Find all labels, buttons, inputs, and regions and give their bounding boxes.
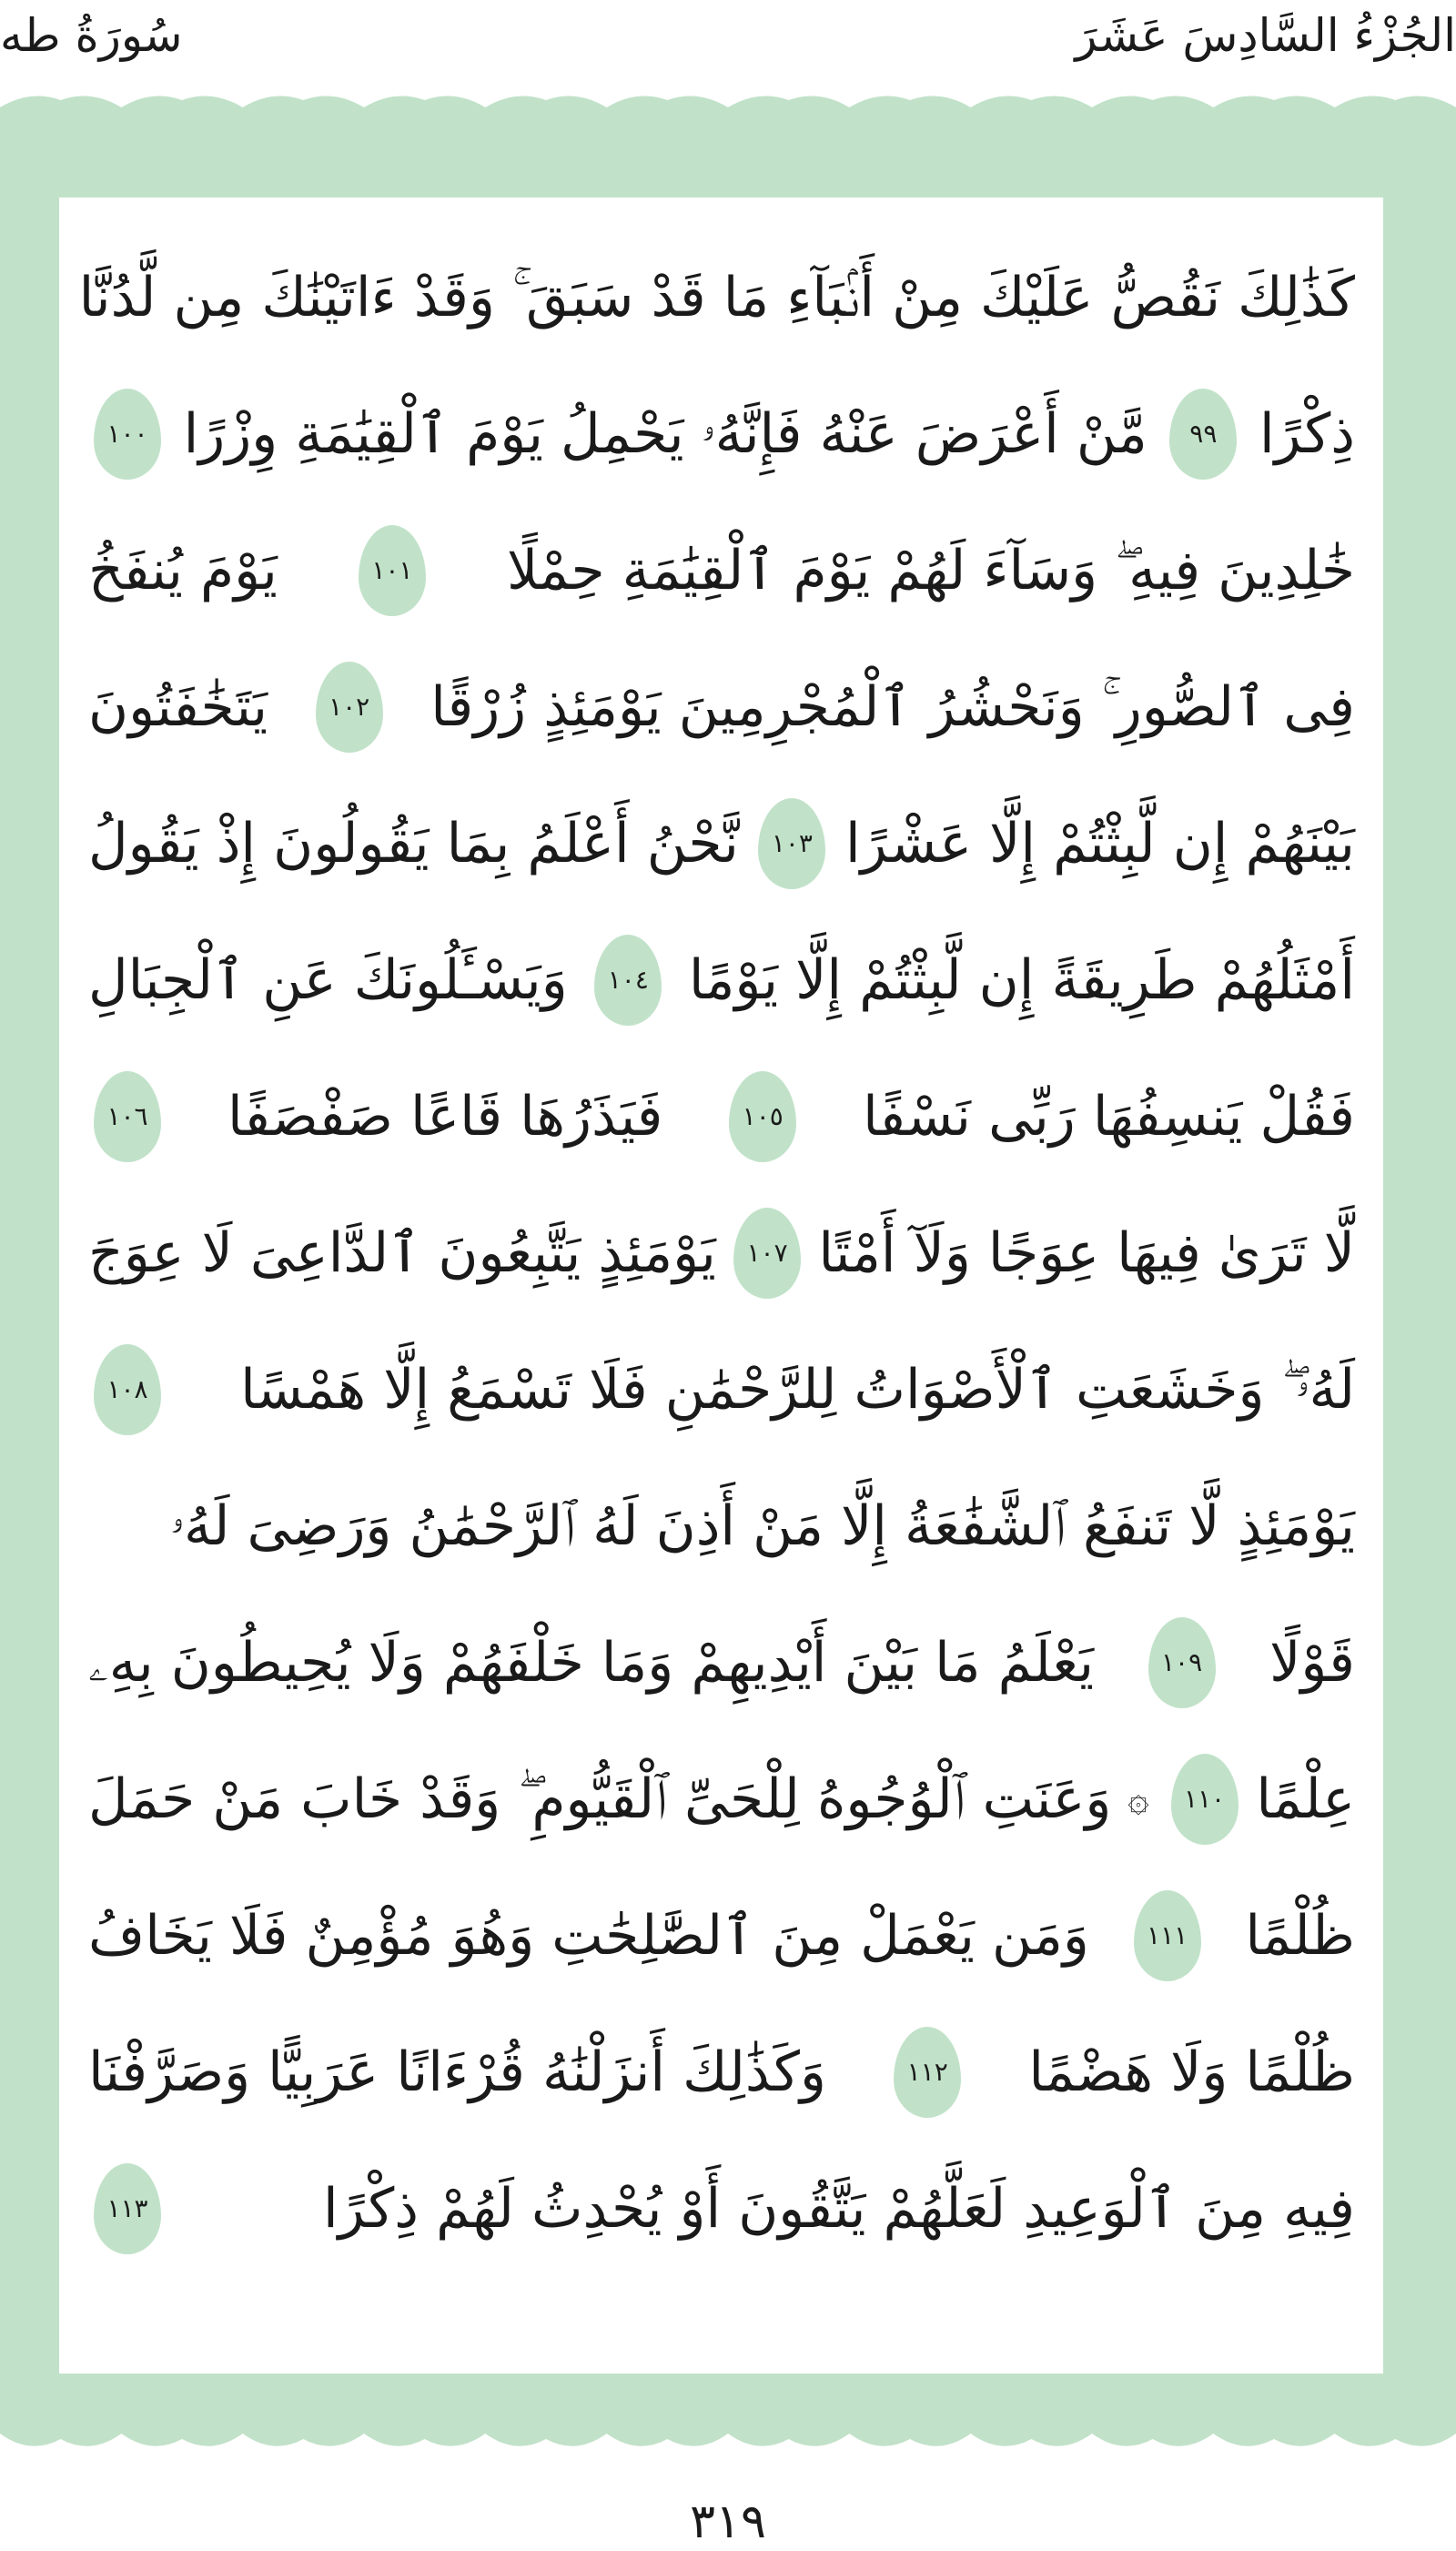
text-line xyxy=(88,1594,1355,1731)
verse-number-marker: ١٠٠ xyxy=(94,389,161,480)
verse-number-marker: ١٠٦ xyxy=(94,1071,161,1162)
verse-number-marker: ١١٢ xyxy=(894,2027,961,2118)
hizb-star-icon: ۞ xyxy=(1127,1778,1149,1820)
surah-name: سُورَةُ طه xyxy=(0,9,183,62)
text-line xyxy=(88,2141,1355,2277)
text-line xyxy=(88,1868,1355,2004)
text-line xyxy=(88,502,1355,639)
verse-text: وَعَنَتِ ٱلْوُجُوهُ لِلْحَىِّ ٱلْقَيُّومِ ۖ وَقَدْ خَابَ مَنْ حَمَلَ xyxy=(88,1767,1112,1831)
verse-text: يَوْمَئِذٍ لَّا تَنفَعُ ٱلشَّفَٰعَةُ إِلَّا مَنْ أَذِنَ لَهُ ٱلرَّحْمَٰنُ وَرَضِىَ لَهُۥ xyxy=(169,1494,1355,1558)
scalloped-border-bottom xyxy=(0,2412,1456,2459)
verse-number-marker: ١٠٤ xyxy=(594,935,662,1026)
verse-text: بَيْنَهُمْ إِن لَّبِثْتُمْ إِلَّا عَشْرًا xyxy=(844,812,1355,876)
text-line xyxy=(88,366,1355,502)
text-panel xyxy=(59,197,1383,2374)
verse-number-marker: ١٠٢ xyxy=(316,662,383,753)
text-line xyxy=(88,1048,1355,1185)
verse-text: ذِكْرًا xyxy=(1259,402,1355,466)
text-line xyxy=(88,1321,1355,1458)
verse-text: فَقُلْ يَنسِفُهَا رَبِّى نَسْفًا xyxy=(863,1085,1355,1149)
verse-number-marker: ١٠٨ xyxy=(94,1344,161,1435)
verse-number-marker: ١١٣ xyxy=(94,2163,161,2254)
verse-text: نَّحْنُ أَعْلَمُ بِمَا يَقُولُونَ إِذْ يَقُولُ xyxy=(88,812,739,876)
text-line xyxy=(88,1731,1355,1868)
page-header xyxy=(0,0,1456,91)
verse-text: فِيهِ مِنَ ٱلْوَعِيدِ لَعَلَّهُمْ يَتَّقُونَ أَوْ يُحْدِثُ لَهُمْ ذِكْرًا xyxy=(322,2177,1355,2241)
verse-text: يَوْمَئِذٍ يَتَّبِعُونَ ٱلدَّاعِىَ لَا عِوَجَ xyxy=(88,1221,716,1285)
text-line xyxy=(88,1458,1355,1594)
verse-text: كَذَٰلِكَ نَقُصُّ عَلَيْكَ مِنْ أَنۢبَآءِ مَا قَدْ سَبَقَ ۚ وَقَدْ ءَاتَيْنَٰكَ مِن لَّدُنَّا xyxy=(78,266,1355,329)
text-line xyxy=(88,1185,1355,1321)
verse-number-marker: ٩٩ xyxy=(1169,389,1237,480)
verse-number-marker: ١٠٩ xyxy=(1148,1617,1216,1708)
verse-text: وَيَسْـَٔلُونَكَ عَنِ ٱلْجِبَالِ xyxy=(88,948,568,1012)
verse-text: عِلْمًا xyxy=(1256,1767,1355,1831)
verse-number-marker: ١٠٧ xyxy=(733,1208,801,1299)
verse-number-marker: ١٠٥ xyxy=(729,1071,796,1162)
verse-text: يَوْمَ يُنفَخُ xyxy=(88,539,278,602)
verse-number-marker: ١٠١ xyxy=(359,525,426,616)
verse-text: لَّا تَرَىٰ فِيهَا عِوَجًا وَلَآ أَمْتًا xyxy=(818,1221,1355,1285)
verse-text: وَمَن يَعْمَلْ مِنَ ٱلصَّٰلِحَٰتِ وَهُوَ مُؤْمِنٌ فَلَا يَخَافُ xyxy=(88,1904,1089,1968)
verse-text: خَٰلِدِينَ فِيهِ ۖ وَسَآءَ لَهُمْ يَوْمَ ٱلْقِيَٰمَةِ حِمْلًا xyxy=(507,539,1355,602)
page-number: ٣١٩ xyxy=(690,2495,766,2549)
text-line xyxy=(88,639,1355,775)
verse-number-marker: ١٠٣ xyxy=(758,798,825,889)
verse-text: يَتَخَٰفَتُونَ xyxy=(88,675,268,739)
verse-text: لَهُۥ ۖ وَخَشَعَتِ ٱلْأَصْوَاتُ لِلرَّحْمَٰنِ فَلَا تَسْمَعُ إِلَّا هَمْسًا xyxy=(240,1358,1355,1422)
verse-text: فِى ٱلصُّورِ ۚ وَنَحْشُرُ ٱلْمُجْرِمِينَ يَوْمَئِذٍ زُرْقًا xyxy=(430,675,1355,739)
text-line xyxy=(88,2004,1355,2141)
verse-text: وَكَذَٰلِكَ أَنزَلْنَٰهُ قُرْءَانًا عَرَبِيًّا وَصَرَّفْنَا xyxy=(88,2040,826,2104)
verse-text: قَوْلًا xyxy=(1269,1631,1355,1695)
text-line xyxy=(88,775,1355,912)
juz-name: الجُزْءُ السَّادِسَ عَشَرَ xyxy=(1075,9,1456,62)
verse-text: أَمْثَلُهُمْ طَرِيقَةً إِن لَّبِثْتُمْ إِلَّا يَوْمًا xyxy=(688,948,1355,1012)
verse-number-marker: ١١١ xyxy=(1134,1890,1201,1981)
text-line xyxy=(78,229,1355,366)
verse-number-marker: ١١٠ xyxy=(1171,1754,1239,1845)
verse-text: يَعْلَمُ مَا بَيْنَ أَيْدِيهِمْ وَمَا خَلْفَهُمْ وَلَا يُحِيطُونَ بِهِۦ xyxy=(88,1631,1095,1695)
verse-text: ظُلْمًا وَلَا هَضْمًا xyxy=(1028,2040,1355,2104)
text-line xyxy=(88,912,1355,1048)
verse-text: فَيَذَرُهَا قَاعًا صَفْصَفًا xyxy=(227,1085,663,1149)
verse-text: ظُلْمًا xyxy=(1245,1904,1355,1968)
verse-text: مَّنْ أَعْرَضَ عَنْهُ فَإِنَّهُۥ يَحْمِلُ يَوْمَ ٱلْقِيَٰمَةِ وِزْرًا xyxy=(183,402,1148,466)
